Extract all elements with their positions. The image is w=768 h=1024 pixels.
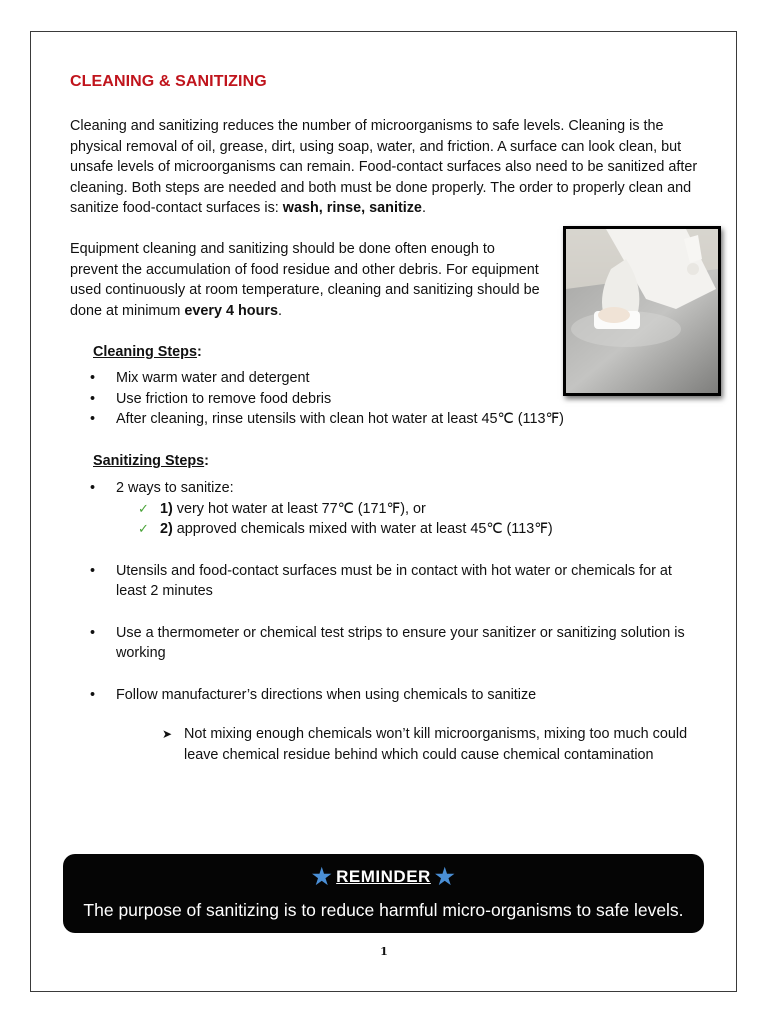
equipment-end: . — [277, 302, 282, 319]
list-item — [90, 478, 700, 540]
way-number: 1) — [160, 500, 173, 517]
chemical-note-text: Not mixing enough chemicals won’t kill microorganisms, mixing too much could leave chemical residue behind which could cause chemical contamination — [184, 726, 688, 763]
bullet-icon: • — [90, 411, 96, 427]
cleaning-step-text: After cleaning, rinse utensils with clean hot water at least 45℃ (113℉) — [116, 411, 564, 427]
list-item — [90, 389, 700, 410]
way-text: approved chemicals mixed with water at least 45℃ (113℉) — [172, 521, 553, 537]
sanitizing-heading-colon: : — [204, 453, 209, 469]
equipment-bold: every 4 hours — [184, 302, 278, 319]
reminder-box — [63, 854, 704, 933]
cleaning-step-text: Use friction to remove food debris — [116, 390, 332, 407]
equipment-paragraph — [70, 239, 540, 321]
reminder-heading — [63, 864, 704, 890]
sanitizing-heading-text: Sanitizing Steps — [93, 453, 205, 469]
page-number: 1 — [380, 945, 388, 958]
sanitizing-steps-heading — [93, 453, 209, 469]
bullet-icon: • — [90, 370, 96, 386]
checkmark-icon: ✓ — [138, 521, 149, 536]
reminder-label: REMINDER — [336, 867, 431, 886]
intro-text: Cleaning and sanitizing reduces the number of microorganisms to safe levels. Cleaning is the physical removal of oil, grease, dirt, using soap, water, and friction. A surface can look clean, but unsafe levels of microorganisms can remain. Food-contact surfaces also need to be sanitized after cleaning. Both steps are needed and both must be done properly. The order to properly clean and sanitize food-contact surfaces is: — [70, 118, 698, 216]
bullet-icon: • — [90, 624, 96, 641]
chemical-note — [162, 724, 704, 765]
ways-label: 2 ways to sanitize: — [116, 480, 234, 496]
intro-end: . — [421, 200, 426, 216]
intro-bold: wash, rinse, sanitize — [282, 200, 422, 216]
reminder-text: The purpose of sanitizing is to reduce harmful micro-organisms to safe levels. — [83, 900, 684, 920]
sanitizing-steps-list — [90, 478, 700, 705]
checkmark-icon: ✓ — [138, 500, 149, 516]
arrow-icon: ➤ — [162, 727, 173, 741]
cleaning-steps-list — [90, 368, 700, 430]
list-item — [138, 499, 700, 520]
cleaning-heading-text: Cleaning Steps — [93, 344, 197, 360]
sanitizing-step-text: Utensils and food-contact surfaces must be in contact with hot water or chemicals for at least 2 minutes — [116, 562, 672, 599]
sanitizing-step-text: Use a thermometer or chemical test strips to ensure your sanitizer or sanitizing solution is working — [116, 624, 685, 661]
list-item — [90, 623, 700, 664]
cleaning-step-text: Mix warm water and detergent — [116, 370, 310, 386]
sanitizing-step-text: Follow manufacturer’s directions when using chemicals to sanitize — [116, 686, 537, 703]
bullet-icon: • — [90, 686, 96, 703]
way-number: 2) — [160, 521, 173, 537]
cleaning-steps-heading — [93, 344, 202, 360]
star-icon: ★ — [311, 864, 333, 889]
list-item — [90, 685, 700, 706]
list-item — [90, 368, 700, 389]
star-icon: ★ — [434, 864, 456, 889]
way-text: very hot water at least 77℃ (171℉), or — [172, 500, 426, 517]
bullet-icon: • — [90, 480, 96, 496]
list-item — [138, 519, 700, 540]
equipment-text: Equipment cleaning and sanitizing should be done often enough to prevent the accumulation of food residue and other debris. For equipment used continuously at room temperature, cleaning and sanitizing should be done at minimum — [70, 241, 540, 319]
cleaning-heading-colon: : — [196, 344, 202, 360]
bullet-icon: • — [90, 390, 96, 407]
bullet-icon: • — [90, 562, 96, 579]
page-title: CLEANING & SANITIZING — [70, 73, 267, 90]
intro-paragraph — [70, 116, 710, 219]
sanitize-ways-list — [116, 499, 700, 540]
list-item — [90, 561, 700, 602]
list-item — [90, 409, 700, 430]
